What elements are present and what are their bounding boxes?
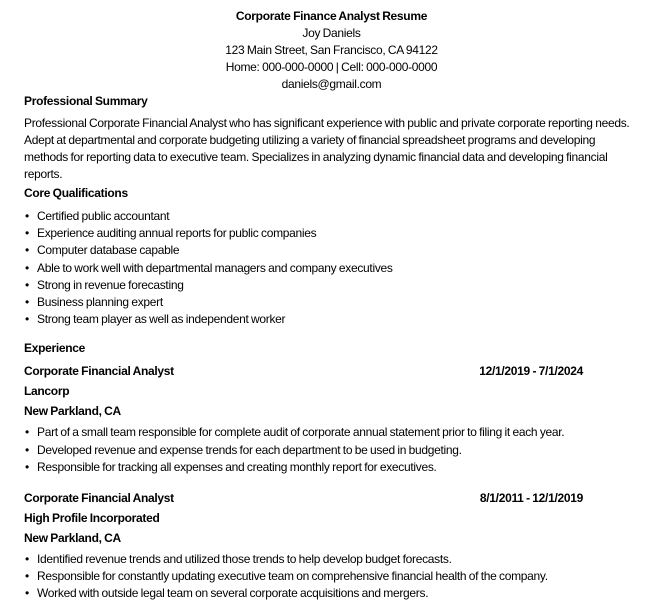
job-bullet-list: [24, 424, 639, 476]
job-bullet: • Part of a small team responsible for complete audit of corporate annual statement prior to filing it each year.: [24, 424, 639, 441]
job-bullet: • Identified revenue trends and utilized those trends to help develop budget forecasts.: [24, 551, 639, 568]
job-company: High Profile Incorporated: [24, 511, 160, 526]
qualification-item: • Able to work well with departmental managers and company executives: [24, 260, 639, 277]
job-title: Corporate Financial Analyst: [24, 491, 174, 506]
job-title-row: [24, 363, 639, 380]
qualification-item: • Certified public accountant: [24, 208, 639, 225]
qualification-item: • Strong in revenue forecasting: [24, 277, 639, 294]
qualification-item: • Strong team player as well as independent worker: [24, 311, 639, 328]
job-location: New Parkland, CA: [24, 404, 121, 419]
job-dates: 8/1/2011 - 12/1/2019: [479, 491, 583, 506]
job-entry-lancorp: [24, 363, 639, 476]
job-bullet: • Responsible for constantly updating executive team on comprehensive financial health of the company.: [24, 568, 639, 585]
job-bullet: • Developed revenue and expense trends for each department to be used in budgeting.: [24, 442, 639, 459]
job-dates: 12/1/2019 - 7/1/2024: [479, 364, 583, 379]
job-bullet-list: [24, 551, 639, 603]
job-location: New Parkland, CA: [24, 531, 121, 546]
resume-header: [24, 8, 639, 93]
job-title-row: [24, 490, 639, 507]
summary-text: Professional Corporate Financial Analyst who has significant experience with public and private corporate reporting needs. Adept at departmental and corporate budgeting utilizing a variety of financial spreadsheet programs and developing methods for reporting data to executive team. Specializes in analyzing dynamic financial data and developing financial reports.: [24, 116, 630, 181]
qualification-item: • Business planning expert: [24, 294, 639, 311]
qualification-item: • Experience auditing annual reports for public companies: [24, 225, 639, 242]
contact-name: Joy Daniels: [302, 26, 361, 40]
job-title: Corporate Financial Analyst: [24, 364, 174, 379]
job-entry-high-profile: [24, 490, 639, 603]
section-heading-core-qualifications: Core Qualifications: [24, 186, 128, 200]
job-bullet: • Worked with outside legal team on several corporate acquisitions and mergers.: [24, 585, 639, 602]
core-qualifications-list: [24, 208, 639, 328]
job-company: Lancorp: [24, 384, 70, 399]
resume-title: Corporate Finance Analyst Resume: [235, 9, 428, 23]
contact-phones: Home: 000-000-0000 | Cell: 000-000-0000: [225, 60, 438, 74]
section-heading-experience: Experience: [24, 341, 86, 356]
contact-email: daniels@gmail.com: [281, 77, 382, 91]
contact-address: 123 Main Street, San Francisco, CA 94122: [225, 43, 438, 57]
qualification-item: • Computer database capable: [24, 242, 639, 259]
section-heading-professional-summary: Professional Summary: [24, 94, 148, 108]
job-bullet: • Responsible for tracking all expenses and creating monthly report for executives.: [24, 459, 639, 476]
